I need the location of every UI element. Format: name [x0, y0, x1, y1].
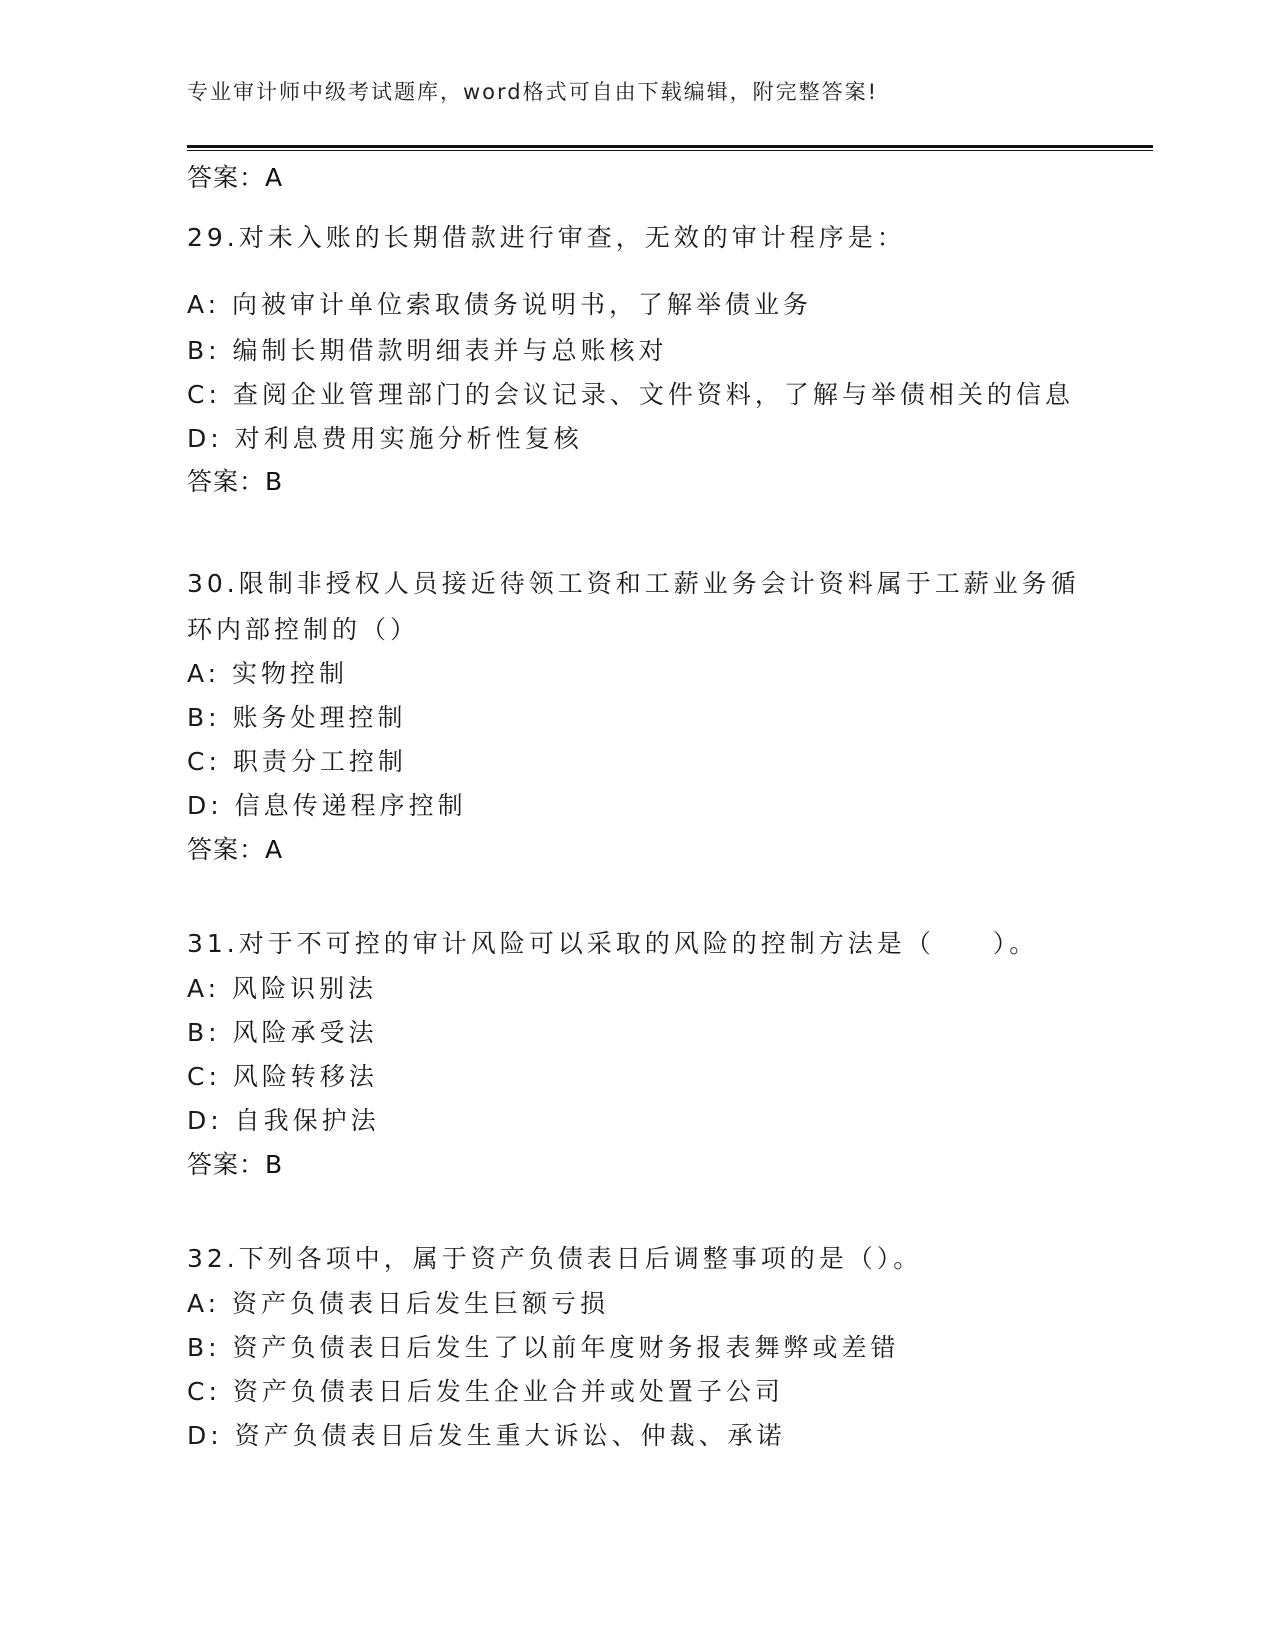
page-header-text: 专业审计师中级考试题库，word格式可自由下载编辑，附完整答案! — [187, 80, 879, 104]
question-31-option-c: C: 风险转移法 — [187, 1062, 378, 1091]
question-29-option-d: D: 对利息费用实施分析性复核 — [187, 424, 583, 453]
question-29-option-b: B: 编制长期借款明细表并与总账核对 — [187, 336, 668, 365]
question-29-option-a: A: 向被审计单位索取债务说明书，了解举债业务 — [187, 290, 813, 319]
question-31-option-b: B: 风险承受法 — [187, 1018, 378, 1047]
question-32-option-c: C: 资产负债表日后发生企业合并或处置子公司 — [187, 1377, 784, 1406]
question-31-answer: 答案：B — [187, 1150, 284, 1179]
question-30-stem-line-2: 环内部控制的（） — [187, 615, 420, 644]
question-30-option-a: A: 实物控制 — [187, 659, 349, 688]
question-31-stem: 31.对于不可控的审计风险可以采取的风险的控制方法是（ ）。 — [187, 929, 1039, 958]
question-30-answer: 答案：A — [187, 835, 284, 864]
question-30-option-c: C: 职责分工控制 — [187, 747, 407, 776]
question-29-stem: 29.对未入账的长期借款进行审查，无效的审计程序是： — [187, 223, 906, 252]
question-31-option-a: A: 风险识别法 — [187, 974, 378, 1003]
header-divider-thin — [187, 150, 1153, 151]
question-31-option-d: D: 自我保护法 — [187, 1106, 380, 1135]
question-32-option-b: B: 资产负债表日后发生了以前年度财务报表舞弊或差错 — [187, 1333, 900, 1362]
question-30-option-b: B: 账务处理控制 — [187, 703, 407, 732]
previous-answer: 答案：A — [187, 163, 284, 192]
question-32-option-a: A: 资产负债表日后发生巨额亏损 — [187, 1289, 610, 1318]
header-divider-thick — [187, 145, 1153, 148]
question-30-stem-line-1: 30.限制非授权人员接近待领工资和工薪业务会计资料属于工薪业务循 — [187, 569, 1080, 598]
question-32-stem: 32.下列各项中，属于资产负债表日后调整事项的是（）。 — [187, 1244, 923, 1273]
question-32-option-d: D: 资产负债表日后发生重大诉讼、仲裁、承诺 — [187, 1421, 786, 1450]
question-30-option-d: D: 信息传递程序控制 — [187, 791, 467, 820]
question-29-option-c: C: 查阅企业管理部门的会议记录、文件资料，了解与举债相关的信息 — [187, 380, 1074, 409]
question-29-answer: 答案：B — [187, 467, 284, 496]
